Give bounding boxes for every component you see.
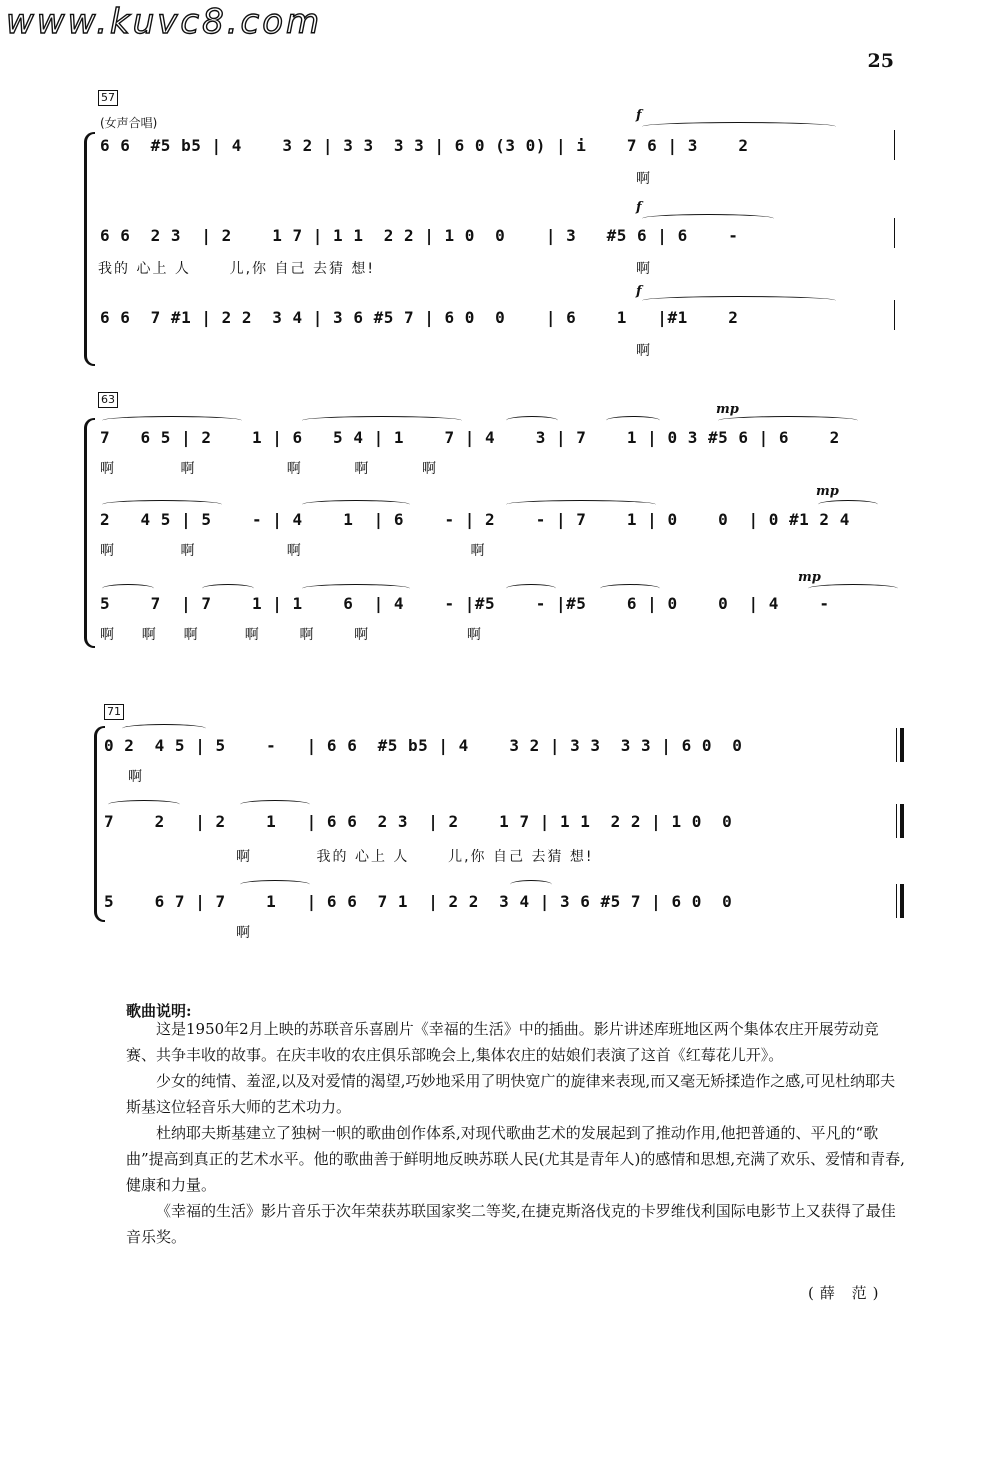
slur xyxy=(102,584,154,593)
slur xyxy=(108,800,180,809)
slur xyxy=(506,500,656,509)
system3-voice2-lyric: 啊 我的 心上 人 儿,你 自己 去猜 想! xyxy=(236,849,594,865)
slur xyxy=(510,880,552,889)
slur xyxy=(240,880,310,889)
slur xyxy=(240,800,310,809)
notes-paragraph-2: 少女的纯情、羞涩,以及对爱情的渴望,巧妙地采用了明快宽广的旋律来表现,而又毫无矫揉造作之感,可见杜纳耶夫斯基这位轻音乐大师的艺术功力。 xyxy=(126,1072,896,1116)
slur xyxy=(302,584,410,593)
barline xyxy=(894,130,895,160)
system2-voice1-lyric: 啊 啊 啊 啊 啊 xyxy=(100,461,439,477)
system1-voice2-notes: 6 6 2 3 | 2 1 7 | 1 1 2 2 | 1 0 0 | 3 #5 6 | 6 - xyxy=(100,226,739,245)
system3-voice1-lyric: 啊 xyxy=(128,769,144,785)
dynamic-mp-2: mp xyxy=(816,484,839,499)
system2-voice3-lyric: 啊 啊 啊 啊 啊 啊 啊 xyxy=(100,627,483,643)
system1-voice3-notes: 6 6 7 #1 | 2 2 3 4 | 3 6 #5 7 | 6 0 0 | 6 1 |#1 2 xyxy=(100,308,739,327)
system2-voice2-lyric: 啊 啊 啊 啊 xyxy=(100,543,487,559)
system1-voice1-lyric: 啊 xyxy=(636,171,652,187)
slur xyxy=(202,584,254,593)
slur xyxy=(122,724,206,733)
system3-voice3-lyric: 啊 xyxy=(236,925,252,941)
measure-number-57: 57 xyxy=(98,90,118,106)
system1-voice3-lyric: 啊 xyxy=(636,343,652,359)
slur xyxy=(606,416,660,425)
author-signature: (薛 范) xyxy=(808,1284,885,1302)
measure-number-71: 71 xyxy=(104,704,124,720)
slur xyxy=(506,416,558,425)
system1-brace xyxy=(84,132,95,366)
system3-voice2-notes: 7 2 | 2 1 | 6 6 2 3 | 2 1 7 | 1 1 2 2 | 1 0 0 xyxy=(104,812,733,831)
slur xyxy=(102,416,242,425)
system1-voice2-lyric: 我的 心上 人 儿,你 自己 去猜 想! xyxy=(98,261,376,277)
dynamic-mp-1: mp xyxy=(716,402,739,417)
system1-voice2-lyric-ah: 啊 xyxy=(636,261,652,277)
slur xyxy=(642,214,774,223)
slur xyxy=(718,416,858,425)
system2-brace xyxy=(84,418,95,648)
system3-voice3-notes: 5 6 7 | 7 1 | 6 6 7 1 | 2 2 3 4 | 3 6 #5 7 | 6 0 0 xyxy=(104,892,733,911)
final-barline xyxy=(896,804,904,838)
notes-paragraph-1: 这是1950年2月上映的苏联音乐喜剧片《幸福的生活》中的插曲。影片讲述库班地区两个集体农庄开展劳动竞赛、共争丰收的故事。在庆丰收的农庄俱乐部晚会上,集体农庄的姑娘们表演了这首《红莓花儿开》。 xyxy=(126,1020,879,1064)
slur xyxy=(600,584,660,593)
slur xyxy=(808,584,898,593)
slur xyxy=(642,122,836,131)
notes-paragraph-4: 《幸福的生活》影片音乐于次年荣获苏联国家奖二等奖,在捷克斯洛伐克的卡罗维伐利国际电影节上又获得了最佳音乐奖。 xyxy=(126,1202,896,1246)
watermark: www.kuvc8.com xyxy=(6,2,323,42)
barline xyxy=(894,218,895,248)
dynamic-f-1: f xyxy=(636,108,642,123)
system3-voice1-notes: 0 2 4 5 | 5 - | 6 6 #5 b5 | 4 3 2 | 3 3 3 3 | 6 0 0 xyxy=(104,736,743,755)
page-number: 25 xyxy=(867,50,894,72)
measure-number-63: 63 xyxy=(98,392,118,408)
system2-voice1-notes: 7 6 5 | 2 1 | 6 5 4 | 1 7 | 4 3 | 7 1 | 0 3 #5 6 | 6 2 xyxy=(100,428,840,447)
final-barline xyxy=(896,728,904,762)
barline xyxy=(894,300,895,330)
system2-voice2-notes: 2 4 5 | 5 - | 4 1 | 6 - | 2 - | 7 1 | 0 0 | 0 #1 2 4 xyxy=(100,510,850,529)
voice-note: (女声合唱) xyxy=(100,116,158,130)
slur xyxy=(302,416,462,425)
dynamic-f-2: f xyxy=(636,200,642,215)
slur xyxy=(302,500,410,509)
slur xyxy=(102,500,222,509)
slur xyxy=(818,500,878,509)
slur xyxy=(506,584,556,593)
final-barline xyxy=(896,884,904,918)
notes-paragraph-3: 杜纳耶夫斯基建立了独树一帜的歌曲创作体系,对现代歌曲艺术的发展起到了推动作用,他把普通的、平凡的“歌曲”提高到真正的艺术水平。他的歌曲善于鲜明地反映苏联人民(尤其是青年人)的感情和思想,充满了欢乐、爱情和青春,健康和力量。 xyxy=(126,1124,905,1194)
system2-voice3-notes: 5 7 | 7 1 | 1 6 | 4 - |#5 - |#5 6 | 0 0 | 4 - xyxy=(100,594,830,613)
notes-heading: 歌曲说明: xyxy=(126,1002,192,1020)
dynamic-mp-3: mp xyxy=(798,570,821,585)
notes-body xyxy=(126,1016,906,1250)
system1-voice1-notes: 6 6 #5 b5 | 4 3 2 | 3 3 3 3 | 6 0 (3 0) | i 7 6 | 3 2 xyxy=(100,136,749,155)
slur xyxy=(642,296,836,305)
dynamic-f-3: f xyxy=(636,284,642,299)
